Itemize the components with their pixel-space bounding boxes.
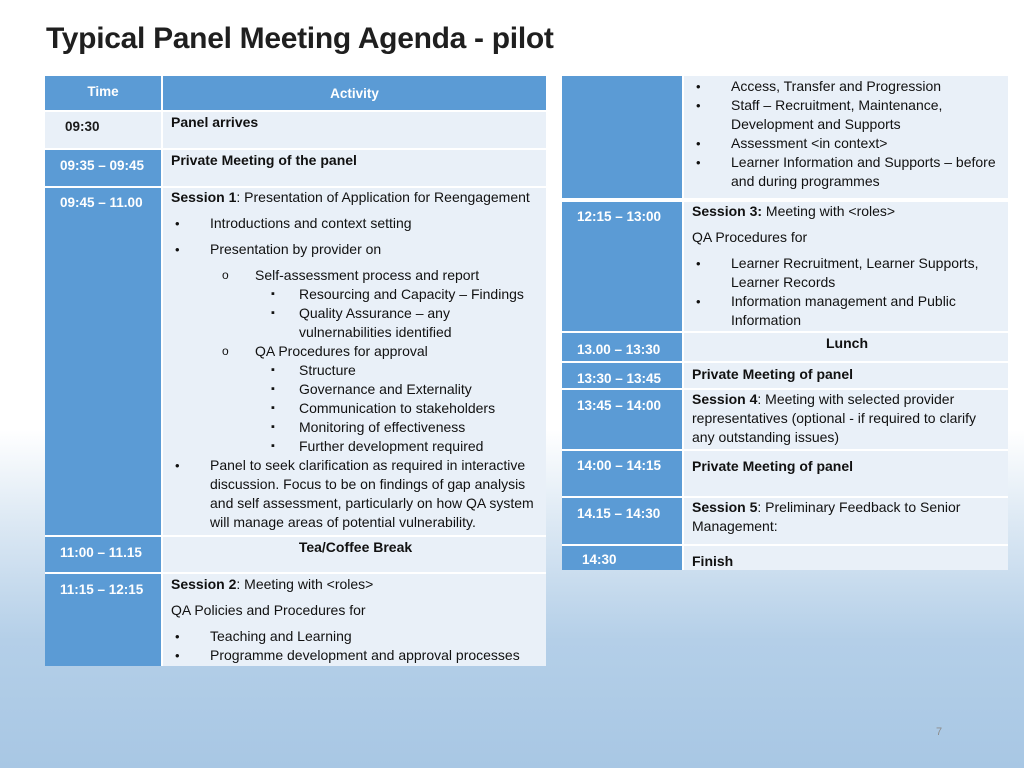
session-label: Session 3: [692, 203, 763, 219]
time-cell: 11:00 – 11.15 [45, 537, 161, 572]
page-title: Typical Panel Meeting Agenda - pilot [46, 22, 554, 55]
activity-cell: Lunch [682, 333, 1008, 361]
time-cell: 13:45 – 14:00 [562, 390, 682, 449]
list-item: • Assessment <in context> [692, 134, 1002, 153]
list-item: • Learner Recruitment, Learner Supports, Learner Records [692, 254, 1002, 292]
list-item: • Access, Transfer and Progression [692, 77, 1002, 96]
list-item: • Staff – Recruitment, Maintenance, Development and Supports [692, 96, 1002, 134]
list-item: • Presentation by provider on [171, 240, 540, 259]
list-item: ▪ Governance and Externality [171, 380, 540, 399]
table-row [45, 537, 546, 574]
agenda-table-left [45, 76, 546, 666]
table-row [562, 202, 1008, 333]
activity-cell: Private Meeting of panel [682, 451, 1008, 496]
activity-cell: Private Meeting of panel [682, 363, 1008, 388]
time-cell: 14.15 – 14:30 [562, 498, 682, 544]
list-item: • Learner Information and Supports – before and during programmes [692, 153, 1002, 191]
time-cell: 12:15 – 13:00 [562, 202, 682, 331]
list-item: ▪ Monitoring of effectiveness [171, 418, 540, 437]
list-item: • Teaching and Learning [171, 627, 540, 646]
table-row [45, 150, 546, 188]
list-item: ▪ Structure [171, 361, 540, 380]
activity-cell [161, 574, 546, 666]
list-item: o QA Procedures for approval [171, 342, 540, 361]
activity-cell: Tea/Coffee Break [161, 537, 546, 572]
table-row [45, 188, 546, 537]
page-number: 7 [936, 726, 943, 738]
table-row [45, 112, 546, 150]
table-header-row [45, 76, 546, 112]
session-text: : Presentation of Application for Reengagement [236, 189, 530, 205]
activity-cell: Finish [682, 546, 1008, 570]
activity-cell [682, 76, 1008, 198]
subheading: QA Procedures for [692, 229, 808, 245]
time-cell: 09:35 – 09:45 [45, 150, 161, 186]
time-cell [562, 76, 682, 198]
session-label: Session 1 [171, 189, 237, 205]
session-text: Meeting with <roles> [762, 203, 896, 219]
time-cell: 11:15 – 12:15 [45, 574, 161, 666]
time-cell: 13.00 – 13:30 [562, 333, 682, 361]
list-item: ▪ Quality Assurance – any vulnernabilities identified [171, 304, 540, 342]
session-text: : Meeting with <roles> [236, 576, 374, 592]
list-item: ▪ Further development required [171, 437, 540, 456]
table-row [562, 390, 1008, 451]
activity-cell [682, 498, 1008, 544]
table-row [562, 76, 1008, 202]
activity-cell [161, 188, 546, 535]
list-item: • Information management and Public Information [692, 292, 1002, 330]
activity-cell: Panel arrives [161, 112, 546, 148]
table-row [562, 451, 1008, 498]
session-text: : Meeting with selected provider representatives (optional - if required to clarify any outstanding issues) [692, 391, 977, 445]
time-cell: 13:30 – 13:45 [562, 363, 682, 388]
header-time: Time [45, 76, 161, 110]
list-item: ▪ Resourcing and Capacity – Findings [171, 285, 540, 304]
list-item: • Introductions and context setting [171, 214, 540, 233]
table-row [562, 333, 1008, 363]
table-row [562, 546, 1008, 570]
activity-cell: Private Meeting of the panel [161, 150, 546, 186]
session-line [171, 188, 540, 207]
time-cell: 14:00 – 14:15 [562, 451, 682, 496]
table-row [562, 363, 1008, 390]
session-label: Session 5 [692, 499, 758, 515]
agenda-table-right [562, 76, 1008, 570]
session-label: Session 2 [171, 576, 237, 592]
subheading: QA Policies and Procedures for [171, 602, 366, 618]
time-cell: 09:30 [45, 112, 161, 148]
table-row [45, 574, 546, 666]
list-item: o Self-assessment process and report [171, 266, 540, 285]
list-item: • Panel to seek clarification as required in interactive discussion. Focus to be on findings of gap analysis and self assessment, particularly on how QA system will manage areas of potential vulnerability. [171, 456, 540, 532]
session-text: : Preliminary Feedback to Senior Management: [692, 499, 961, 534]
activity-cell [682, 202, 1008, 331]
list-item: • Programme development and approval processes [171, 646, 540, 665]
header-activity: Activity [161, 76, 546, 110]
session-label: Session 4 [692, 391, 758, 407]
session-line [692, 202, 1002, 221]
time-cell: 09:45 – 11.00 [45, 188, 161, 535]
list-item: ▪ Communication to stakeholders [171, 399, 540, 418]
time-cell: 14:30 [562, 546, 682, 570]
table-row [562, 498, 1008, 546]
session-line [171, 574, 540, 594]
activity-cell [682, 390, 1008, 449]
